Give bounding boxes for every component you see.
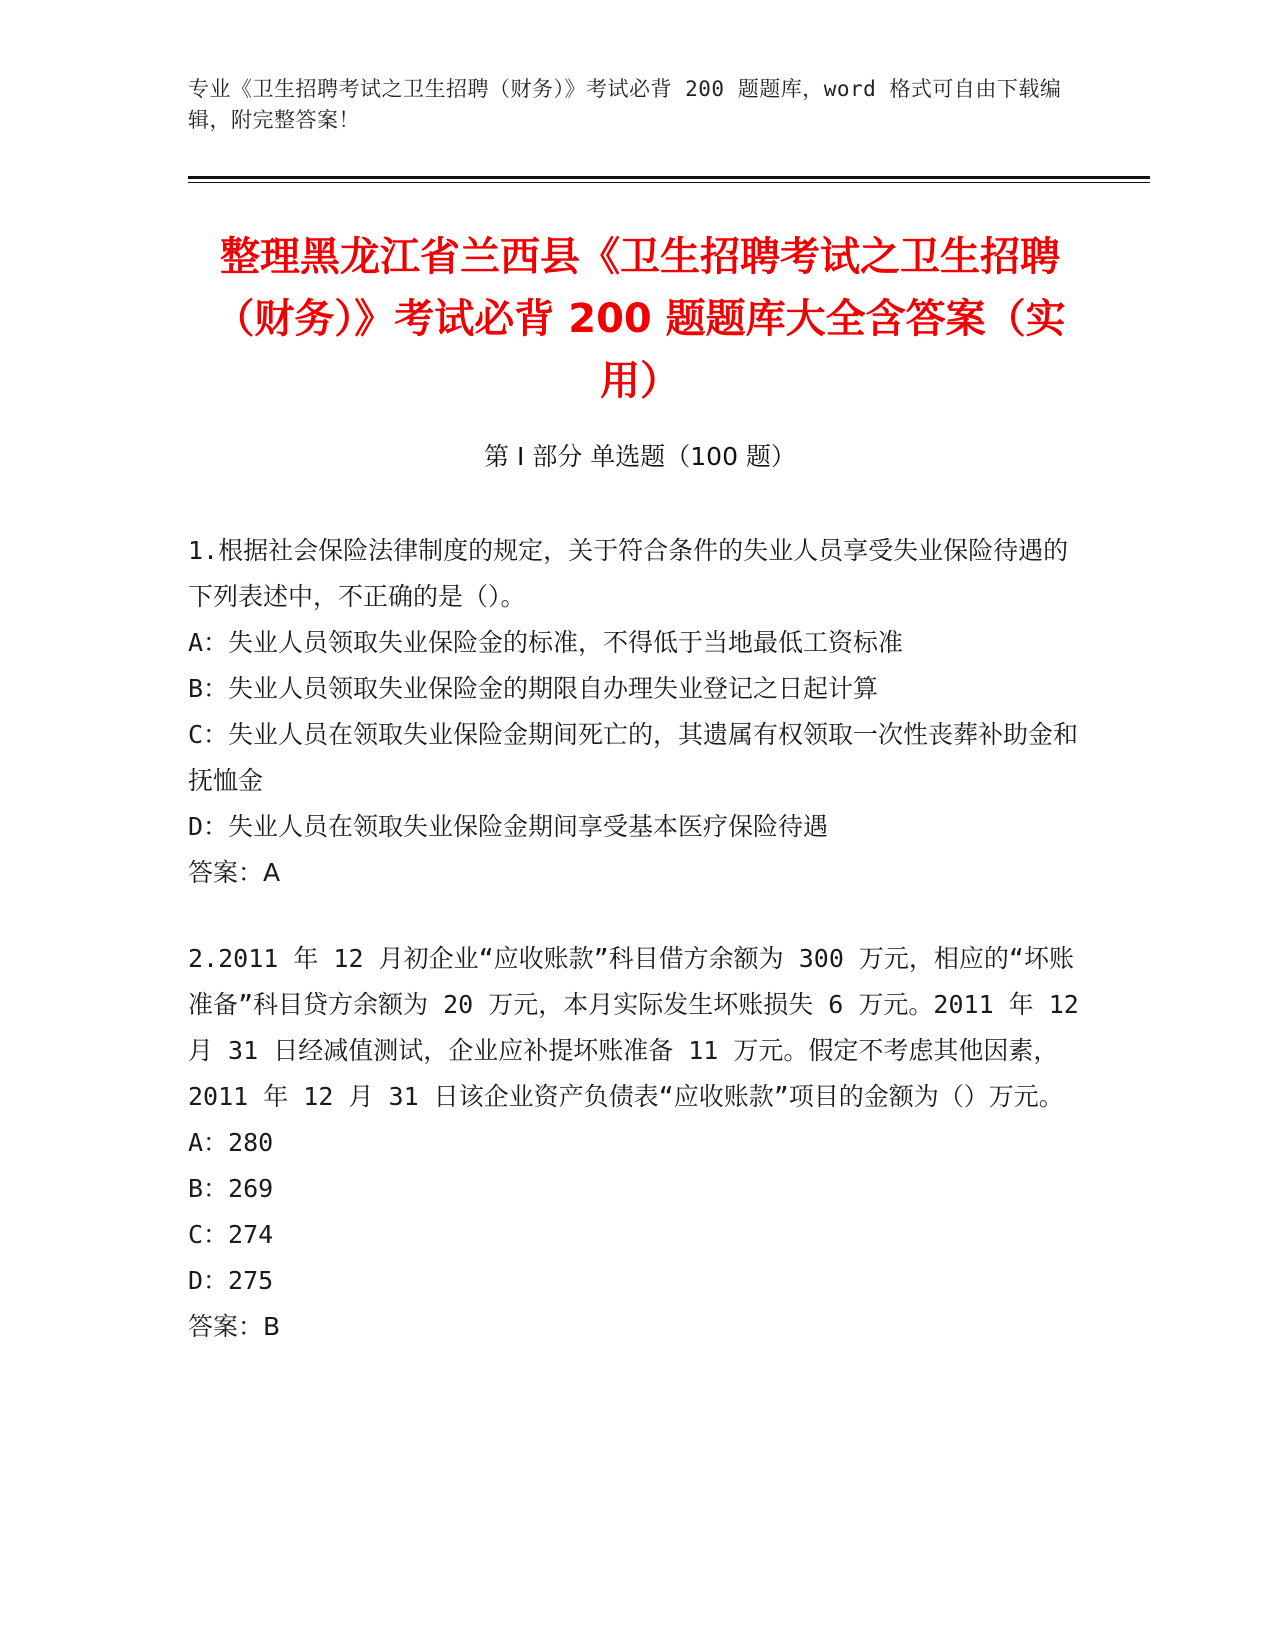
header-divider-thin — [188, 182, 1150, 183]
option-a: A：280 — [188, 1128, 274, 1157]
question-stem: 2.2011 年 12 月初企业“应收账款”科目借方余额为 300 万元，相应的“坏账准备”科目贷方余额为 20 万元，本月实际发生坏账损失 6 万元。2011 年 12 月 31 日经减值测试，企业应补提坏账准备 11 万元。假定不考虑其他因素，2011 年 12 月 31 日该企业资产负债表“应收账款”项目的金额为（）万元。 — [188, 944, 1079, 1111]
header-note: 专业《卫生招聘考试之卫生招聘（财务）》考试必背 200 题题库，word 格式可自由下载编辑，附完整答案！ — [188, 77, 1062, 132]
option-d: D：275 — [188, 1266, 274, 1295]
question-stem: 1.根据社会保险法律制度的规定，关于符合条件的失业人员享受失业保险待遇的下列表述中，不正确的是（）。 — [188, 536, 1069, 611]
option-b: B：269 — [188, 1174, 274, 1203]
section-heading: 第 I 部分 单选题（100 题） — [484, 442, 796, 471]
answer-line: 答案：B — [188, 1312, 281, 1341]
answer-line: 答案：A — [188, 858, 281, 887]
option-d: D：失业人员在领取失业保险金期间享受基本医疗保险待遇 — [188, 812, 829, 841]
option-b: B：失业人员领取失业保险金的期限自办理失业登记之日起计算 — [188, 674, 879, 703]
option-c: C：失业人员在领取失业保险金期间死亡的，其遗属有权领取一次性丧葬补助金和抚恤金 — [188, 720, 1079, 795]
header-divider-thick — [188, 176, 1150, 179]
question-2 — [188, 936, 1088, 1350]
option-a: A：失业人员领取失业保险金的标准，不得低于当地最低工资标准 — [188, 628, 904, 657]
question-1 — [188, 528, 1088, 896]
document-title: 整理黑龙江省兰西县《卫生招聘考试之卫生招聘（财务）》考试必背 200 题题库大全含答案（实用） — [214, 234, 1066, 404]
option-c: C：274 — [188, 1220, 274, 1249]
